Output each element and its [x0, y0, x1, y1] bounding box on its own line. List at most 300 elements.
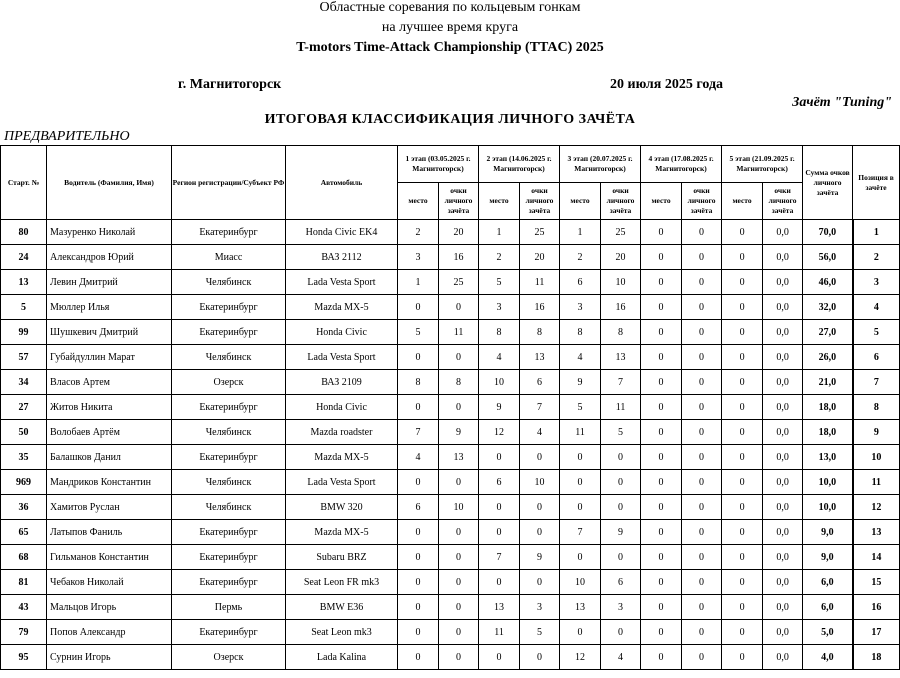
stage-place-cell: 0: [398, 620, 439, 645]
stage-points-cell: 0,0: [763, 545, 803, 570]
sum-cell: 9,0: [803, 520, 853, 545]
stage-points-cell: 0,0: [763, 520, 803, 545]
stage-place-cell: 0: [398, 520, 439, 545]
car-cell: Seat Leon mk3: [286, 620, 398, 645]
table-row: [1, 445, 900, 470]
header-stage-3: 3 этап (20.07.2025 г. Магнитогорск): [560, 146, 641, 183]
sum-cell: 46,0: [803, 270, 853, 295]
table-row: [1, 645, 900, 670]
position-cell: 2: [853, 245, 900, 270]
stage-place-cell: 0: [641, 270, 682, 295]
stage-place-cell: 0: [722, 445, 763, 470]
header-place: место: [560, 183, 601, 220]
driver-cell: Чебаков Николай: [47, 570, 172, 595]
stage-place-cell: 0: [479, 570, 520, 595]
sum-cell: 56,0: [803, 245, 853, 270]
stage-points-cell: 0,0: [763, 245, 803, 270]
position-cell: 12: [853, 495, 900, 520]
stage-points-cell: 8: [520, 320, 560, 345]
stage-place-cell: 0: [722, 495, 763, 520]
start-number-cell: 99: [1, 320, 47, 345]
stage-points-cell: 10: [439, 495, 479, 520]
car-cell: ВАЗ 2112: [286, 245, 398, 270]
position-cell: 15: [853, 570, 900, 595]
stage-place-cell: 0: [722, 270, 763, 295]
sum-cell: 32,0: [803, 295, 853, 320]
header-car: Автомобиль: [286, 146, 398, 220]
stage-points-cell: 0: [520, 520, 560, 545]
stage-points-cell: 16: [520, 295, 560, 320]
stage-place-cell: 5: [398, 320, 439, 345]
stage-place-cell: 0: [641, 220, 682, 245]
stage-points-cell: 5: [520, 620, 560, 645]
stage-place-cell: 0: [479, 495, 520, 520]
classification-title: ИТОГОВАЯ КЛАССИФИКАЦИЯ ЛИЧНОГО ЗАЧЁТА: [264, 112, 636, 127]
sum-cell: 13,0: [803, 445, 853, 470]
stage-place-cell: 4: [479, 345, 520, 370]
driver-cell: Латыпов Фаниль: [47, 520, 172, 545]
position-cell: 1: [853, 220, 900, 245]
stage-points-cell: 0: [439, 295, 479, 320]
table-row: [1, 395, 900, 420]
stage-points-cell: 9: [439, 420, 479, 445]
sum-cell: 10,0: [803, 470, 853, 495]
stage-points-cell: 0: [682, 270, 722, 295]
region-cell: Челябинск: [172, 345, 286, 370]
region-cell: Челябинск: [172, 470, 286, 495]
start-number-cell: 35: [1, 445, 47, 470]
stage-place-cell: 11: [560, 420, 601, 445]
stage-place-cell: 0: [398, 395, 439, 420]
stage-place-cell: 10: [479, 370, 520, 395]
car-cell: Mazda MX-5: [286, 520, 398, 545]
car-cell: Mazda MX-5: [286, 295, 398, 320]
stage-place-cell: 0: [398, 295, 439, 320]
stage-points-cell: 0: [682, 570, 722, 595]
start-number-cell: 969: [1, 470, 47, 495]
sum-cell: 5,0: [803, 620, 853, 645]
stage-place-cell: 0: [722, 420, 763, 445]
stage-points-cell: 9: [520, 545, 560, 570]
sum-cell: 18,0: [803, 420, 853, 445]
stage-place-cell: 0: [641, 420, 682, 445]
car-cell: Mazda MX-5: [286, 445, 398, 470]
table-row: [1, 320, 900, 345]
start-number-cell: 68: [1, 545, 47, 570]
region-cell: Челябинск: [172, 420, 286, 445]
driver-cell: Хамитов Руслан: [47, 495, 172, 520]
position-cell: 8: [853, 395, 900, 420]
stage-points-cell: 11: [601, 395, 641, 420]
stage-points-cell: 0,0: [763, 645, 803, 670]
stage-place-cell: 0: [398, 595, 439, 620]
region-cell: Пермь: [172, 595, 286, 620]
start-number-cell: 5: [1, 295, 47, 320]
stage-place-cell: 0: [722, 295, 763, 320]
stage-points-cell: 5: [601, 420, 641, 445]
stage-place-cell: 0: [722, 370, 763, 395]
stage-points-cell: 25: [439, 270, 479, 295]
stage-place-cell: 0: [641, 370, 682, 395]
stage-place-cell: 0: [722, 470, 763, 495]
sum-cell: 27,0: [803, 320, 853, 345]
stage-points-cell: 0,0: [763, 270, 803, 295]
region-cell: Екатеринбург: [172, 545, 286, 570]
table-row: [1, 245, 900, 270]
stage-place-cell: 8: [398, 370, 439, 395]
header-stage-4: 4 этап (17.08.2025 г. Магнитогорск): [641, 146, 722, 183]
position-cell: 7: [853, 370, 900, 395]
stage-points-cell: 0: [520, 495, 560, 520]
stage-place-cell: 0: [560, 495, 601, 520]
stage-place-cell: 0: [722, 620, 763, 645]
region-cell: Челябинск: [172, 270, 286, 295]
stage-points-cell: 0: [682, 320, 722, 345]
region-cell: Екатеринбург: [172, 570, 286, 595]
driver-cell: Александров Юрий: [47, 245, 172, 270]
stage-points-cell: 20: [601, 245, 641, 270]
driver-cell: Сурнин Игорь: [47, 645, 172, 670]
position-cell: 17: [853, 620, 900, 645]
stage-points-cell: 0: [601, 470, 641, 495]
stage-place-cell: 0: [479, 445, 520, 470]
header-stage-5: 5 этап (21.09.2025 г. Магнитогорск): [722, 146, 803, 183]
stage-place-cell: 5: [560, 395, 601, 420]
car-cell: BMW 320: [286, 495, 398, 520]
position-cell: 11: [853, 470, 900, 495]
stage-place-cell: 2: [560, 245, 601, 270]
table-row: [1, 270, 900, 295]
header-points: очки личного зачёта: [601, 183, 641, 220]
start-number-cell: 80: [1, 220, 47, 245]
stage-points-cell: 20: [439, 220, 479, 245]
stage-points-cell: 0,0: [763, 595, 803, 620]
start-number-cell: 36: [1, 495, 47, 520]
car-cell: Lada Vesta Sport: [286, 345, 398, 370]
header-place: место: [479, 183, 520, 220]
stage-place-cell: 0: [479, 645, 520, 670]
date-label: 20 июля 2025 года: [610, 77, 724, 92]
stage-points-cell: 0: [601, 495, 641, 520]
stage-place-cell: 0: [641, 545, 682, 570]
start-number-cell: 65: [1, 520, 47, 545]
header-region: Регион регистрации/Субъект РФ: [172, 146, 286, 220]
region-cell: Екатеринбург: [172, 445, 286, 470]
stage-points-cell: 9: [601, 520, 641, 545]
stage-points-cell: 0: [520, 645, 560, 670]
stage-place-cell: 0: [641, 470, 682, 495]
stage-points-cell: 0,0: [763, 320, 803, 345]
stage-place-cell: 0: [641, 395, 682, 420]
stage-points-cell: 0,0: [763, 495, 803, 520]
stage-points-cell: 0: [520, 570, 560, 595]
stage-place-cell: 11: [479, 620, 520, 645]
region-cell: Миасс: [172, 245, 286, 270]
stage-place-cell: 0: [641, 520, 682, 545]
driver-cell: Гильманов Константин: [47, 545, 172, 570]
stage-points-cell: 13: [439, 445, 479, 470]
header-points: очки личного зачёта: [763, 183, 803, 220]
car-cell: Honda Civic: [286, 320, 398, 345]
stage-place-cell: 0: [641, 345, 682, 370]
position-cell: 16: [853, 595, 900, 620]
region-cell: Озерск: [172, 645, 286, 670]
stage-points-cell: 0: [439, 595, 479, 620]
stage-points-cell: 8: [439, 370, 479, 395]
stage-place-cell: 0: [641, 645, 682, 670]
results-table: [0, 145, 900, 670]
sum-cell: 6,0: [803, 595, 853, 620]
start-number-cell: 81: [1, 570, 47, 595]
table-row: [1, 570, 900, 595]
stage-place-cell: 2: [398, 220, 439, 245]
position-cell: 14: [853, 545, 900, 570]
region-cell: Екатеринбург: [172, 520, 286, 545]
stage-points-cell: 0: [682, 395, 722, 420]
region-cell: Озерск: [172, 370, 286, 395]
car-cell: Subaru BRZ: [286, 545, 398, 570]
stage-place-cell: 1: [560, 220, 601, 245]
stage-points-cell: 0: [682, 545, 722, 570]
stage-points-cell: 7: [520, 395, 560, 420]
driver-cell: Мазуренко Николай: [47, 220, 172, 245]
position-cell: 13: [853, 520, 900, 545]
stage-place-cell: 0: [398, 570, 439, 595]
car-cell: Seat Leon FR mk3: [286, 570, 398, 595]
stage-place-cell: 4: [398, 445, 439, 470]
stage-place-cell: 7: [398, 420, 439, 445]
stage-place-cell: 0: [398, 645, 439, 670]
stage-place-cell: 0: [641, 570, 682, 595]
stage-points-cell: 0: [682, 420, 722, 445]
car-cell: Lada Vesta Sport: [286, 470, 398, 495]
stage-points-cell: 4: [601, 645, 641, 670]
sum-cell: 70,0: [803, 220, 853, 245]
position-cell: 9: [853, 420, 900, 445]
region-cell: Екатеринбург: [172, 620, 286, 645]
stage-place-cell: 0: [560, 545, 601, 570]
driver-cell: Шушкевич Дмитрий: [47, 320, 172, 345]
region-cell: Екатеринбург: [172, 395, 286, 420]
position-cell: 4: [853, 295, 900, 320]
stage-place-cell: 1: [398, 270, 439, 295]
stage-points-cell: 0: [439, 645, 479, 670]
stage-points-cell: 0,0: [763, 445, 803, 470]
stage-place-cell: 9: [479, 395, 520, 420]
stage-place-cell: 0: [641, 595, 682, 620]
stage-points-cell: 0: [682, 470, 722, 495]
stage-place-cell: 5: [479, 270, 520, 295]
header-sum: Сумма очков личного зачёта: [803, 146, 853, 220]
stage-points-cell: 0: [682, 295, 722, 320]
start-number-cell: 27: [1, 395, 47, 420]
sum-cell: 21,0: [803, 370, 853, 395]
header-place: место: [722, 183, 763, 220]
position-cell: 10: [853, 445, 900, 470]
table-row: [1, 620, 900, 645]
stage-points-cell: 11: [520, 270, 560, 295]
stage-place-cell: 0: [722, 245, 763, 270]
stage-place-cell: 6: [479, 470, 520, 495]
stage-points-cell: 0,0: [763, 370, 803, 395]
car-cell: Lada Kalina: [286, 645, 398, 670]
car-cell: Lada Vesta Sport: [286, 270, 398, 295]
stage-place-cell: 0: [722, 345, 763, 370]
stage-place-cell: 0: [560, 445, 601, 470]
stage-points-cell: 0: [520, 445, 560, 470]
stage-place-cell: 0: [722, 320, 763, 345]
position-cell: 5: [853, 320, 900, 345]
stage-place-cell: 13: [560, 595, 601, 620]
position-cell: 6: [853, 345, 900, 370]
stage-place-cell: 0: [398, 470, 439, 495]
stage-place-cell: 9: [560, 370, 601, 395]
stage-points-cell: 20: [520, 245, 560, 270]
stage-points-cell: 10: [520, 470, 560, 495]
stage-points-cell: 0: [682, 220, 722, 245]
stage-points-cell: 16: [439, 245, 479, 270]
stage-points-cell: 0: [601, 620, 641, 645]
stage-points-cell: 13: [520, 345, 560, 370]
sum-cell: 10,0: [803, 495, 853, 520]
stage-place-cell: 0: [641, 295, 682, 320]
sum-cell: 9,0: [803, 545, 853, 570]
stage-place-cell: 0: [398, 345, 439, 370]
stage-points-cell: 0: [682, 345, 722, 370]
stage-points-cell: 0,0: [763, 620, 803, 645]
header-stage-2: 2 этап (14.06.2025 г. Магнитогорск): [479, 146, 560, 183]
stage-place-cell: 0: [722, 595, 763, 620]
stage-points-cell: 0: [682, 370, 722, 395]
driver-cell: Мандриков Константин: [47, 470, 172, 495]
stage-place-cell: 8: [560, 320, 601, 345]
preliminary-label: ПРЕДВАРИТЕЛЬНО: [4, 129, 130, 144]
sum-cell: 18,0: [803, 395, 853, 420]
results-body: [1, 220, 900, 670]
start-number-cell: 95: [1, 645, 47, 670]
header-points: очки личного зачёта: [520, 183, 560, 220]
stage-points-cell: 6: [520, 370, 560, 395]
stage-place-cell: 7: [560, 520, 601, 545]
start-number-cell: 34: [1, 370, 47, 395]
stage-place-cell: 2: [479, 245, 520, 270]
stage-points-cell: 7: [601, 370, 641, 395]
stage-points-cell: 0: [682, 520, 722, 545]
stage-points-cell: 6: [601, 570, 641, 595]
header-points: очки личного зачёта: [682, 183, 722, 220]
region-cell: Челябинск: [172, 495, 286, 520]
stage-place-cell: 12: [560, 645, 601, 670]
stage-points-cell: 0: [439, 345, 479, 370]
city-label: г. Магнитогорск: [178, 77, 282, 92]
stage-place-cell: 4: [560, 345, 601, 370]
stage-points-cell: 0,0: [763, 220, 803, 245]
table-row: [1, 520, 900, 545]
stage-points-cell: 25: [601, 220, 641, 245]
header-place: место: [398, 183, 439, 220]
stage-place-cell: 7: [479, 545, 520, 570]
stage-place-cell: 0: [641, 620, 682, 645]
stage-points-cell: 16: [601, 295, 641, 320]
stage-points-cell: 0,0: [763, 470, 803, 495]
table-row: [1, 295, 900, 320]
position-cell: 18: [853, 645, 900, 670]
region-cell: Екатеринбург: [172, 295, 286, 320]
region-cell: Екатеринбург: [172, 220, 286, 245]
stage-place-cell: 0: [722, 570, 763, 595]
start-number-cell: 24: [1, 245, 47, 270]
sum-cell: 6,0: [803, 570, 853, 595]
stage-place-cell: 8: [479, 320, 520, 345]
stage-points-cell: 10: [601, 270, 641, 295]
stage-place-cell: 0: [641, 320, 682, 345]
stage-points-cell: 0,0: [763, 345, 803, 370]
stage-place-cell: 0: [722, 520, 763, 545]
stage-points-cell: 25: [520, 220, 560, 245]
championship-title: T-motors Time-Attack Championship (TTAC) 2025: [296, 40, 604, 55]
stage-points-cell: 3: [520, 595, 560, 620]
doc-title-line1: Областные соревания по кольцевым гонкам: [319, 0, 581, 15]
driver-cell: Житов Никита: [47, 395, 172, 420]
stage-points-cell: 0,0: [763, 395, 803, 420]
car-cell: Mazda roadster: [286, 420, 398, 445]
table-row: [1, 470, 900, 495]
offset-label: Зачёт "Tuning": [792, 95, 892, 110]
position-cell: 3: [853, 270, 900, 295]
stage-place-cell: 6: [398, 495, 439, 520]
stage-place-cell: 3: [398, 245, 439, 270]
driver-cell: Губайдуллин Марат: [47, 345, 172, 370]
stage-place-cell: 0: [722, 395, 763, 420]
header-start-no: Старт. №: [1, 146, 47, 220]
stage-place-cell: 0: [560, 620, 601, 645]
driver-cell: Балашков Данил: [47, 445, 172, 470]
driver-cell: Мюллер Илья: [47, 295, 172, 320]
car-cell: Honda Civic: [286, 395, 398, 420]
stage-place-cell: 0: [722, 220, 763, 245]
table-row: [1, 345, 900, 370]
stage-points-cell: 0: [682, 595, 722, 620]
stage-place-cell: 0: [722, 545, 763, 570]
driver-cell: Попов Александр: [47, 620, 172, 645]
start-number-cell: 50: [1, 420, 47, 445]
car-cell: BMW E36: [286, 595, 398, 620]
region-cell: Екатеринбург: [172, 320, 286, 345]
stage-points-cell: 0: [439, 545, 479, 570]
table-row: [1, 595, 900, 620]
stage-points-cell: 0,0: [763, 420, 803, 445]
stage-points-cell: 0: [439, 520, 479, 545]
table-row: [1, 495, 900, 520]
stage-place-cell: 0: [722, 645, 763, 670]
stage-place-cell: 0: [398, 545, 439, 570]
stage-points-cell: 13: [601, 345, 641, 370]
sum-cell: 4,0: [803, 645, 853, 670]
header-driver: Водитель (Фамилия, Имя): [47, 146, 172, 220]
doc-title-line2: на лучшее время круга: [381, 20, 519, 35]
stage-place-cell: 6: [560, 270, 601, 295]
stage-place-cell: 12: [479, 420, 520, 445]
stage-points-cell: 4: [520, 420, 560, 445]
stage-points-cell: 0: [601, 445, 641, 470]
stage-points-cell: 0: [682, 245, 722, 270]
header-stage-1: 1 этап (03.05.2025 г. Магнитогорск): [398, 146, 479, 183]
stage-place-cell: 13: [479, 595, 520, 620]
stage-points-cell: 11: [439, 320, 479, 345]
stage-points-cell: 0,0: [763, 295, 803, 320]
stage-place-cell: 0: [479, 520, 520, 545]
driver-cell: Мальцов Игорь: [47, 595, 172, 620]
